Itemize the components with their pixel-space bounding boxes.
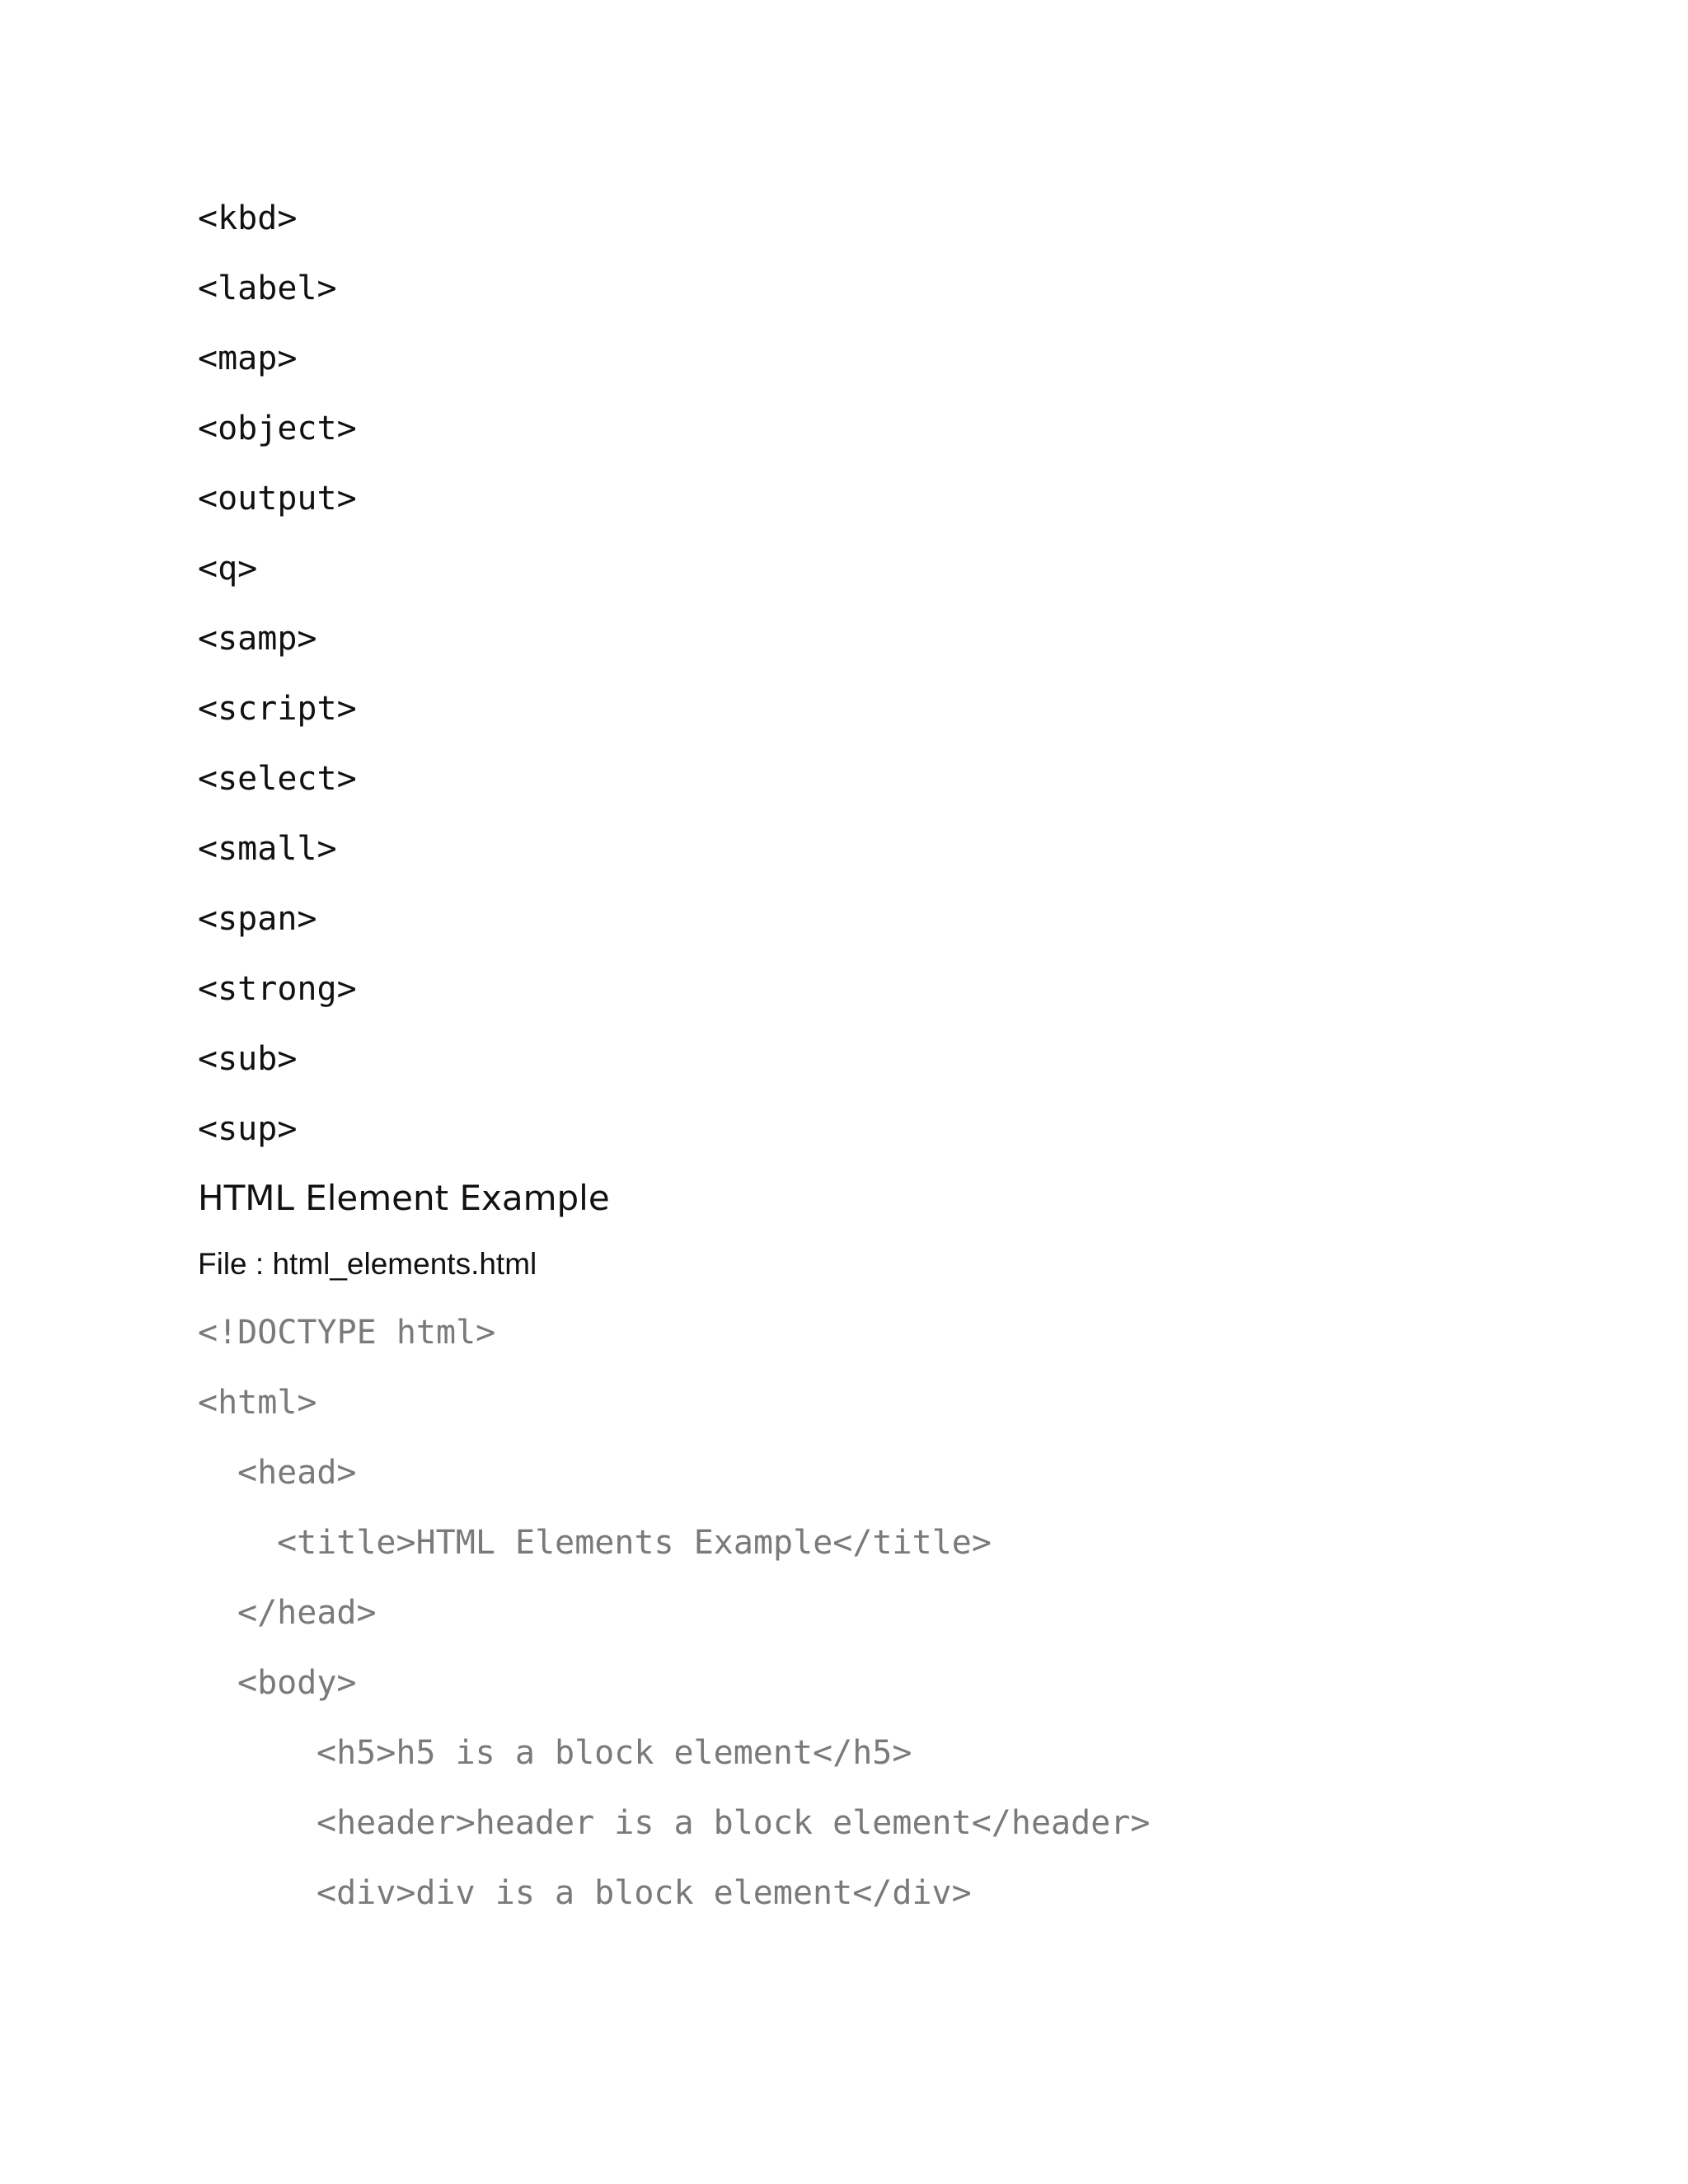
tag-list-item: <output> [198,480,357,518]
tag-list-item: <strong> [198,970,357,1008]
tag-list-item: <script> [198,690,357,728]
tag-list-item: <q> [198,550,258,588]
code-line: <title>HTML Elements Example</title> [277,1524,992,1562]
code-line: <body> [237,1664,357,1702]
code-line: <div>div is a block element</div> [316,1874,972,1912]
code-line: <head> [237,1454,357,1492]
tag-list-item: <kbd> [198,199,298,237]
code-line: <h5>h5 is a block element</h5> [316,1734,912,1772]
tag-list-item: <object> [198,410,357,448]
code-line: <header>header is a block element</header> [316,1804,1151,1842]
code-line: <html> [198,1384,317,1422]
tag-list-item: <sup> [198,1110,298,1148]
file-label: File : html_elements.html [198,1247,537,1281]
tag-list-item: <span> [198,900,317,938]
tag-list-item: <label> [198,269,337,307]
code-line: </head> [237,1594,377,1632]
tag-list-item: <select> [198,760,357,798]
tag-list-item: <samp> [198,620,317,658]
code-line: <!DOCTYPE html> [198,1314,496,1352]
tag-list-item: <sub> [198,1040,298,1078]
tag-list-item: <map> [198,340,298,377]
tag-list-item: <small> [198,830,337,868]
section-heading: HTML Element Example [198,1178,610,1218]
